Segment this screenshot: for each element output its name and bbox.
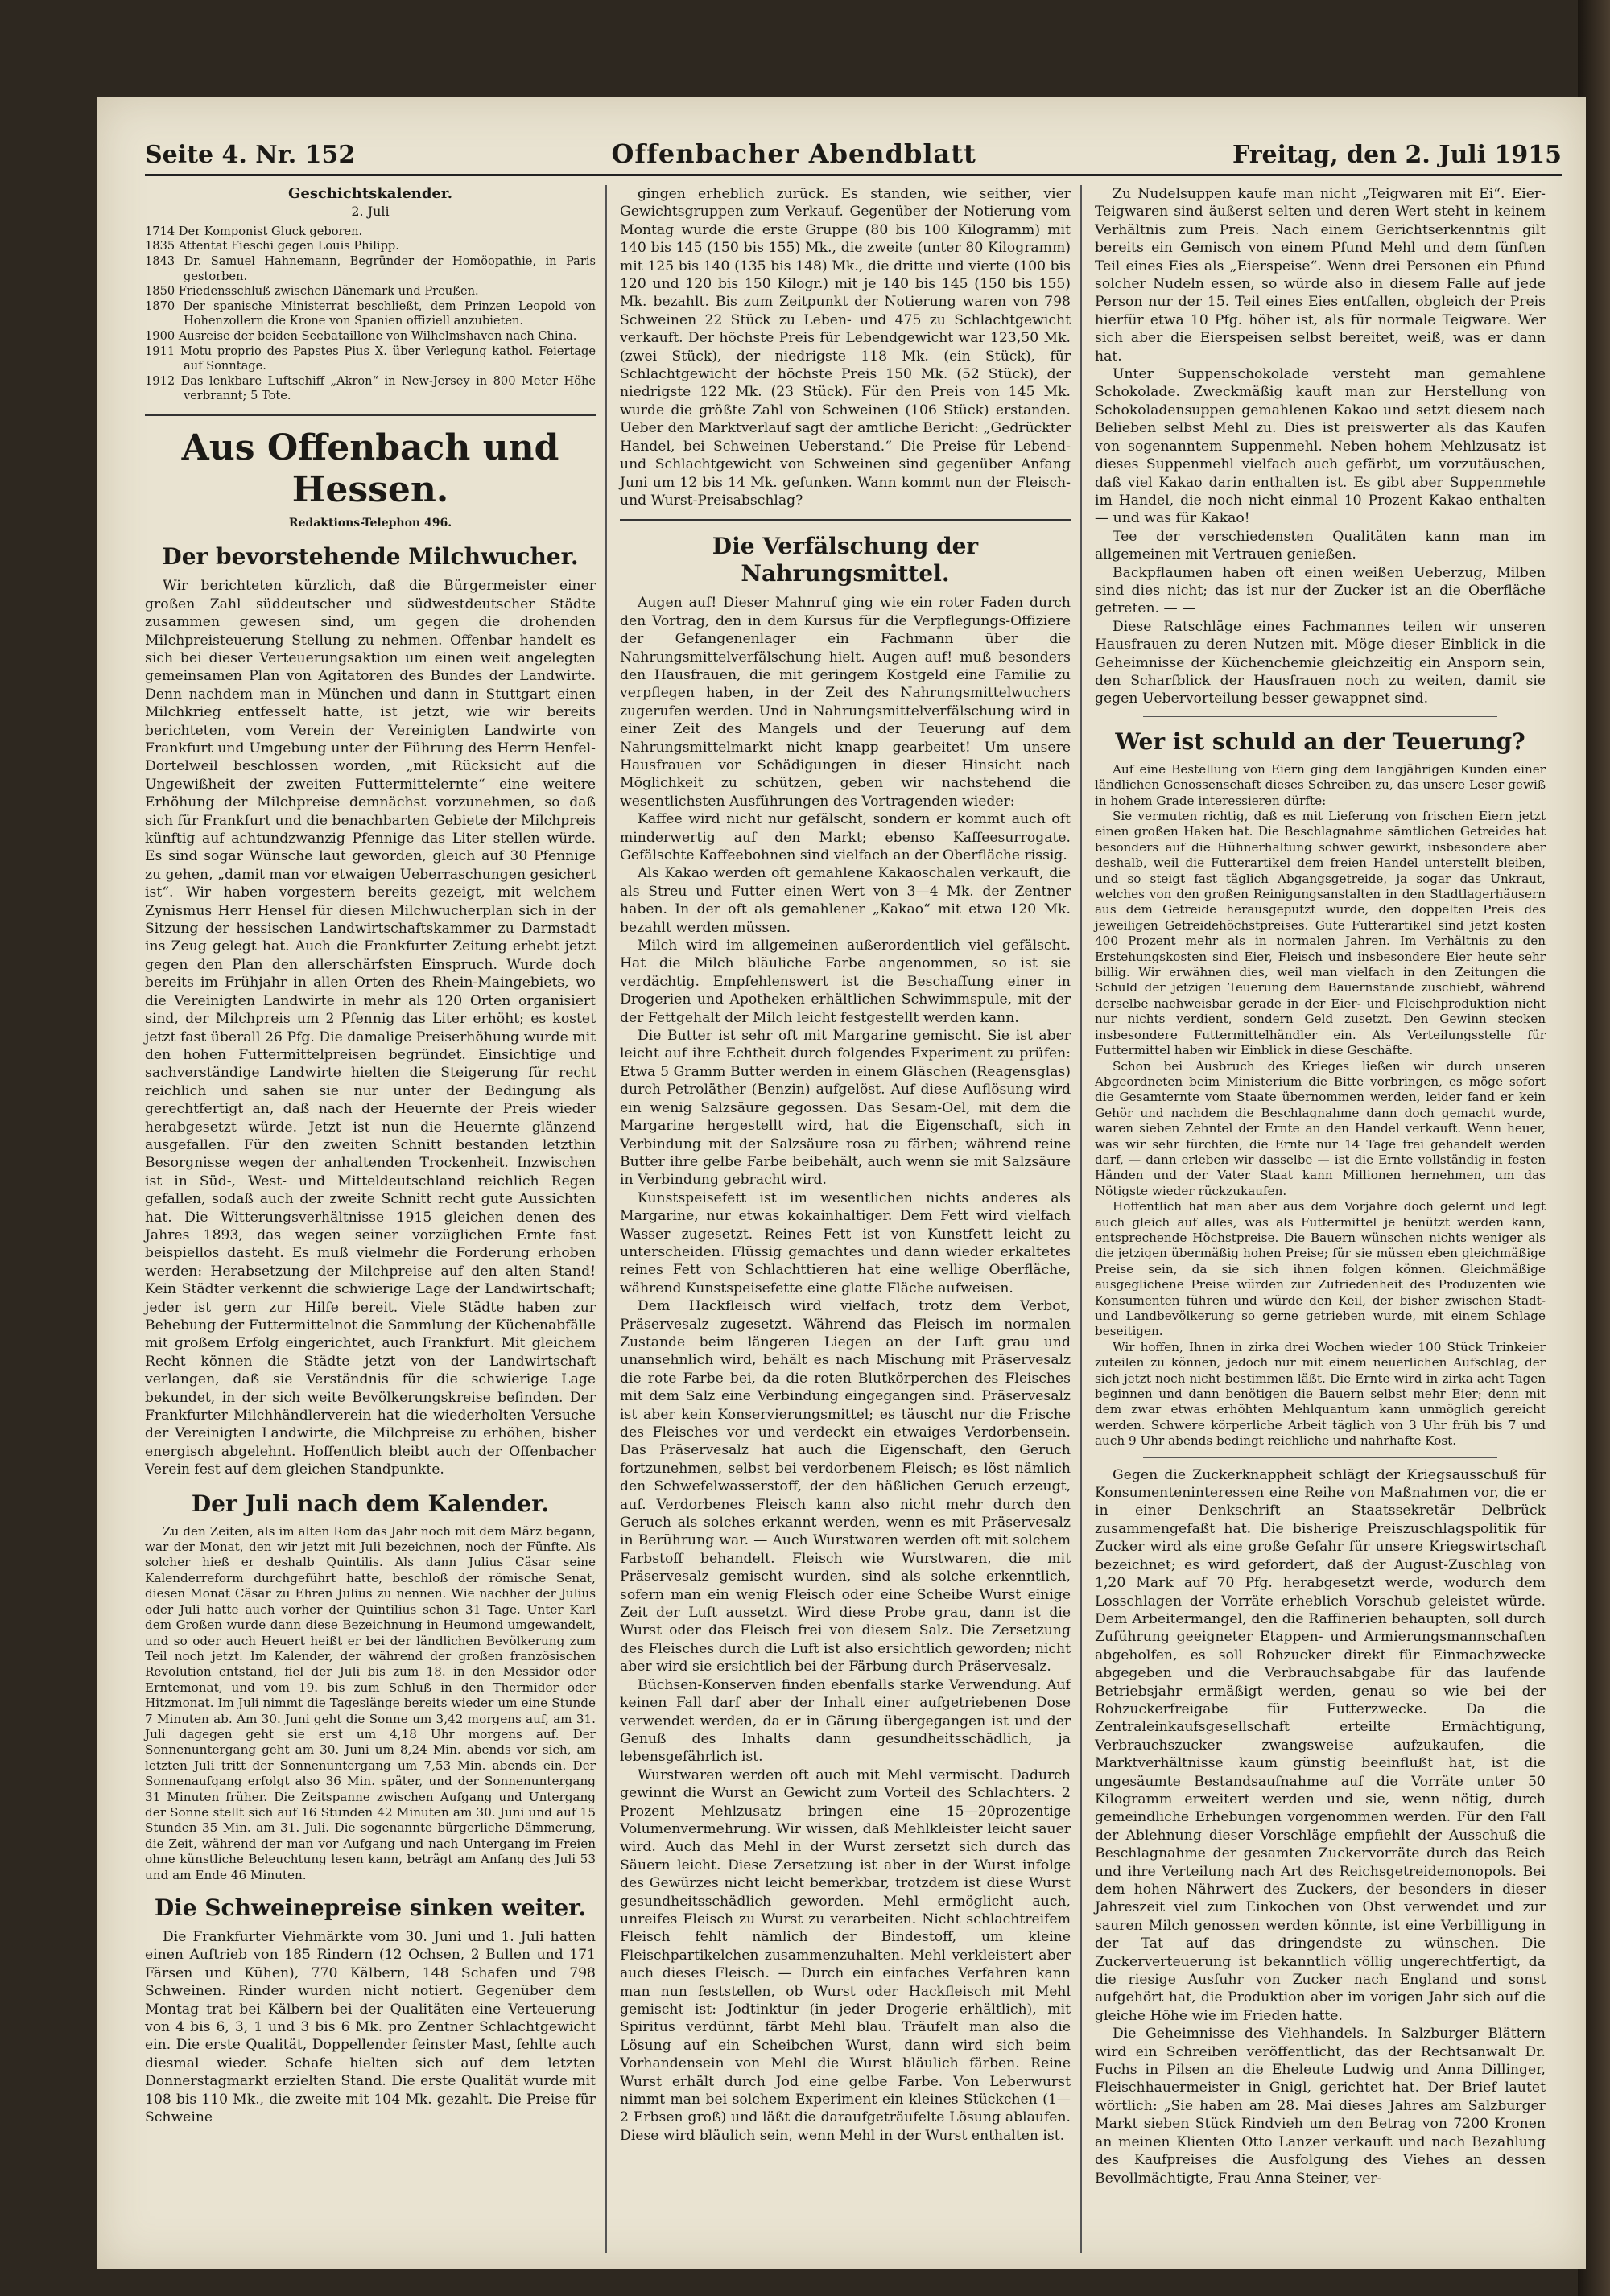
article-paragraph: Büchsen-Konserven finden ebenfalls starke Verwendung. Auf keinen Fall darf aber der Inhalt einer aufgetriebenen Dose verwendet werden, da er in Gärung übergegangen ist und der Genuß des Inhalts dann gesundheitsschädlich, ja lebensgefährlich ist.	[620, 1676, 1071, 1766]
column-rule-1	[605, 185, 607, 2253]
article-paragraph: Gegen die Zuckerknappheit schlägt der Kriegsausschuß für Konsumenteninteressen eine Reihe von Maßnahmen vor, die er in einer Denkschrift an Staatssekretär Delbrück zusammengefaßt hat. Die bisherige Preiszuschlagspolitik für Zucker wird als eine große Gefahr für unsere Kriegswirtschaft bezeichnet; es wird gefordert, daß der August-Zuschlag von 1,20 Mark auf 70 Pfg. herabgesetzt werde, wodurch dem Losschlagen der Vorräte erheblich Vorschub geleistet würde. Dem Arbeitermangel, den die Raffinerien behaupten, soll durch Zuführung geeigneter Etappen- und Armierungsmannschaften abgeholfen, es soll Rohzucker direkt für Einmachzwecke abgegeben und die Verbrauchsabgabe für das laufende Betriebsjahr ermäßigt werden, genau so wie bei der Rohzuckerfreigabe für Futterzwecke. Da die Zentraleinkaufsgesellschaft erteilte Ermächtigung, Verbrauchszucker zwangsweise aufzukaufen, die Marktverhältnisse kaum günstig beeinflußt hat, ist die ungesäumte Bestandsaufnahme auf die Vorräte unter 50 Kilogramm erweitert werden und sie, wenn nötig, durch gemeindliche Erhebungen vorgenommen werden. Für den Fall der Ablehnung dieser Vorschläge empfiehlt der Ausschuß die Beschlagnahme der gesamten Zuckervorräte durch das Reich und ihre Verteilung nach Art des Reichsgetreidemonopols. Bei dem hohen Nährwert des Zuckers, der besonders in dieser Jahreszeit viel zum Einkochen von Obst verwendet und zur sauren Milch genossen werden könnte, ist eine Verbilligung in der Tat auf das dringendste zu wünschen. Die Zuckerverteuerung ist bekanntlich völlig ungerechtfertigt, da die riesige Ausfuhr von Zucker nach England und sonst aufgehört hat, die Produktion aber im vorigen Jahr sich auf die gleiche Höhe wie im Frieden hatte.	[1095, 1466, 1546, 2024]
history-entry: 1900 Ausreise der beiden Seebataillone von Wilhelmshaven nach China.	[145, 328, 577, 343]
article-paragraph: Schon bei Ausbruch des Krieges ließen wir durch unseren Abgeordneten beim Ministerium die Bitte vorbringen, es möge sofort die Gesamternte vom Staate übernommen werden, leider fand er kein Gehör und nachdem die Beschlagnahme dann doch gemacht wurde, waren sieben Zehntel der Ernte an den Handel verkauft. Wenn heuer, was wir sehr fürchten, die Ernte nur 14 Tage frei gehandelt werden darf, — dann erleben wir dasselbe — ist die Ernte vollständig in festen Händen und der Vater Staat kann Millionen hernehmen, um das Nötigste wieder rückzukaufen.	[1095, 1058, 1546, 1198]
article-paragraph: Dem Hackfleisch wird vielfach, trotz dem Verbot, Präservesalz zugesetzt. Während das Fleisch im normalen Zustande beim längeren Liegen an der Luft grau und unansehnlich wird, behält es nach Mischung mit Präservesalz die rote Farbe bei, da die roten Blutkörperchen des Fleisches mit dem Salz eine Verbindung eingegangen sind. Präservesalz ist aber kein Konservierungsmittel; es täuscht nur die Frische des Fleisches vor und verdeckt ein etwaiges Verdorbensein. Das Präservesalz hat auch die Eigenschaft, den Geruch fortzunehmen, selbst bei verdorbenem Fleisch; es löst nämlich den Schwefelwasserstoff, der den häßlichen Geruch erzeugt, auf. Verdorbenes Fleisch kann also nicht mehr durch den Geruch als solches erkannt werden, wenn es mit Präservesalz in Berührung war. — Auch Wurstwaren werden oft mit solchem Farbstoff behandelt. Fleisch wie Wurstwaren, die mit Präservesalz gemischt wurden, sind als solche erkenntlich, sofern man ein wenig Fleisch oder eine Scheibe Wurst einige Zeit der Luft aussetzt. Wird diese Probe grau, dann ist die Wurst oder das Fleisch frei von diesem Salz. Die Zersetzung des Fleisches durch die Luft ist also ersichtlich geworden; nicht aber wird sie ersichtlich bei der Färbung durch Präservesalz.	[620, 1298, 1071, 1676]
article-paragraph: Wir berichteten kürzlich, daß die Bürgermeister einer großen Zahl süddeutscher und südwestdeutscher Städte zusammen gewesen sind, um gegen die drohenden Milchpreisteuerung Stellung zu nehmen. Offenbar handelt es sich bei dieser Verteuerungsaktion um einen weit angelegten gemeinsamen Plan von Agitatoren des Bundes der Landwirte. Denn nachdem man in München und dann in Stuttgart einen Milchkrieg entfesselt hatte, ist jetzt, wie wir bereits berichteten, vom Verein der Vereinigten Landwirte von Frankfurt und Umgebung unter der Führung des Herrn Henfel-Dortelweil beschlossen worden, „mit Rücksicht auf die Ungewißheit der zweiten Futtermittelernte“ eine weitere Erhöhung der Milchpreise demnächst vorzunehmen, so daß sich für Frankfurt und die benachbarten Gebiete der Milchpreis künftig auf achtundzwanzig Pfennige das Liter stellen würde. Es sind sogar Wünsche laut geworden, gleich auf 30 Pfennige zu gehen, „damit man vor etwaigen Ueberraschungen gesichert ist“. Wir haben vorgestern bereits gezeigt, mit welchem Zynismus Herr Hensel für diesen Milchwucherplan sich in der Sitzung der hessischen Landwirtschaftskammer zu Darmstadt ins Zeug gelegt hat. Auch die Frankfurter Zeitung erhebt jetzt gegen den Plan den allerschärfsten Einspruch. Wurde doch bereits im Frühjahr in allen Orten des Rhein-Maingebiets, wo die Vereinigten Landwirte in mehr als 120 Orten organisiert sind, der Milchpreis um 2 Pfennig das Liter erhöht; es kostet jetzt fast überall 26 Pfg. Die damalige Preiserhöhung wurde mit den hohen Futtermittelpreisen begründet. Einsichtige und sachverständige Landwirte hielten die Steigerung für recht reichlich und sahen sie nur unter der Bedingung als gerechtfertigt an, daß nach der Heuernte der Preis wieder herabgesetzt würde. Jetzt ist nun die Heuernte glänzend ausgefallen. Für den zweiten Schnitt bestanden letzthin Besorgnisse wegen der anhaltenden Trockenheit. Inzwischen ist in Süd-, West- und Mitteldeutschland reichlich Regen gefallen, sodaß auch der zweite Schnitt recht gute Aussichten hat. Die Witterungsverhältnisse 1915 gleichen denen des Jahres 1893, das wegen seiner vorzüglichen Ernte fast beispiellos dasteht. Es muß vielmehr die Forderung erhoben werden: Herabsetzung der Milchpreise auf den alten Stand! Kein Städter verkennt die schwierige Lage der Landwirtschaft; jeder ist gern zur Hilfe bereit. Viele Städte haben zur Behebung der Futtermittelnot die Sammlung der Küchenabfälle mit großem Erfolg eingerichtet, auch Frankfurt. Mit gleichem Recht können die Städte jetzt von der Landwirtschaft verlangen, daß sie Verständnis für die schwierige Lage bekundet, in der sich weite Bevölkerungskreise befinden. Der Frankfurter Milchhändlerverein hat die wiederholten Versuche der Vereinigten Landwirte, die Milchpreise zu erhöhen, bisher energisch abgelehnt. Hoffentlich bleibt auch der Offenbacher Verein fest auf dem gleichen Standpunkte.	[145, 578, 596, 1478]
history-entry: 1870 Der spanische Ministerrat beschließt, dem Prinzen Leopold von Hohenzollern die Krone von Spanien offiziell anzubieten.	[145, 299, 596, 328]
article-paragraph: Auf eine Bestellung von Eiern ging dem langjährigen Kunden einer ländlichen Genossenschaft dieses Schreiben zu, das unsere Leser gewiß in hohem Grade interessieren dürfte:	[1095, 761, 1546, 808]
newspaper-page	[97, 97, 1586, 2269]
article-paragraph: Hoffentlich hat man aber aus dem Vorjahre doch gelernt und legt auch gleich auf alles, was als Futtermittel je benützt werden kann, entsprechende Höchstpreise. Die Bauern wünschen nichts weniger als die jetzigen übermäßig hohen Preise; für sie müssen eben gleichmäßige Preise sein, da sie sich ihnen folgen können. Gleichmäßige ausgeglichene Preise würden zur Zufriedenheit des Produzenten wie Konsumenten führen und würde den Keil, der bisher zwischen Stadt- und Landbevölkerung so gerne getrieben wurde, mit einem Schlage beseitigen.	[1095, 1199, 1546, 1339]
article-divider	[1143, 716, 1497, 717]
column-rule-2	[1080, 185, 1082, 2253]
section-divider	[620, 519, 1071, 521]
article-paragraph: Als Kakao werden oft gemahlene Kakaoschalen verkauft, die als Streu und Futter einen Wert von 3—4 Mk. der Zentner haben. In der oft als gemahlener „Kakao“ mit etwa 120 Mk. bezahlt werden müssen.	[620, 865, 1071, 936]
history-calendar-date: 2. Juli	[351, 204, 390, 220]
article-paragraph: Die Butter ist sehr oft mit Margarine gemischt. Sie ist aber leicht auf ihre Echtheit durch folgendes Experiment zu prüfen: Etwa 5 Gramm Butter werden in einem Gläschen (Reagensglas) durch Petroläther (Benzin) aufgelöst. Auf diese Auflösung wird ein wenig Salzsäure gegossen. Das Sesam-Oel, mit dem die Margarine hergestellt wird, hat die Eigenschaft, sich in Verbindung mit der Salzsäure rosa zu färben; während reine Butter ihre gelbe Farbe beibehält, auch wenn sie mit Salzsäure in Verbindung gebracht wird.	[620, 1028, 1071, 1189]
issue-date: Freitag, den 2. Juli 1915	[1232, 141, 1562, 169]
history-calendar-title: Geschichtskalender.	[288, 185, 452, 202]
article-paragraph: Sie vermuten richtig, daß es mit Lieferung von frischen Eiern jetzt einen großen Haken hat. Die Beschlagnahme sämtlichen Getreides hat besonders auf die Hühnerhaltung schwer gewirkt, insbesondere aber deshalb, weil die Futterartikel dem freien Handel unterstellt bleiben, und so steigt fast täglich Abgangsgetreide, ja sogar das Unkraut, welches von den großen Reinigungsanstalten in den Stadtlagerhäusern aus dem Getreide herausgeputzt wurde, den doppelten Preis des jeweiligen Getreidehöchstpreises. Gute Futterartikel sind jetzt kosten 400 Prozent mehr als in normalen Jahren. Im Verhältnis zu den Erstehungskosten sind Eier, Fleisch und insbesondere Eier heute sehr billig. Wir erwähnen dies, weil man vielfach in den Zeitungen die Schuld der jetzigen Teuerung dem Bauernstande zuschiebt, während derselbe nachweisbar gerade in der Eier- und Fleischproduktion nicht nur nichts verdient, sondern Geld zusetzt. Den Gewinn stecken insbesondere Futtermittelhändler ein. Als Verteilungsstelle für Futtermittel haben wir Einblick in diese Geschäfte.	[1095, 809, 1546, 1058]
article-paragraph: Die Frankfurter Viehmärkte vom 30. Juni und 1. Juli hatten einen Auftrieb von 185 Rindern (12 Ochsen, 2 Bullen und 171 Färsen und Kühen), 770 Kälbern, 148 Schafen und 798 Schweinen. Rinder wurden nicht notiert. Gegenüber dem Montag trat bei Kälbern bei der Qualitäten eine Verteuerung von 4 bis 6, 3, 1 und 3 bis 6 Mk. pro Zentner Schlachtgewicht ein. Die erste Qualität, Doppellender feinster Mast, fehlte auch diesmal wieder. Schafe hielten sich auf dem letzten Donnerstagmarkt erzielten Stand. Die erste Qualität wurde mit 108 bis 110 Mk., die zweite mit 104 Mk. gezahlt. Die Preise für Schweine	[145, 1929, 596, 2126]
newspaper-title: Offenbacher Abendblatt	[611, 138, 976, 169]
article-title-milchwucher: Der bevorstehende Milchwucher.	[162, 543, 579, 571]
article-paragraph: Kaffee wird nicht nur gefälscht, sondern er kommt auch oft minderwertig auf den Markt; ebenso Kaffeesurrogate. Gefälschte Kaffeebohnen sind vielfach an der Oberfläche rissig.	[620, 811, 1071, 864]
column-1	[145, 185, 596, 2126]
section-subtitle: Redaktions-Telephon 496.	[288, 516, 452, 530]
article-paragraph: Diese Ratschläge eines Fachmannes teilen wir unseren Hausfrauen zu deren Nutzen mit. Möge dieser Einblick in die Geheimnisse der Küchenchemie gleichzeitig ein Ansporn sein, den Scharfblick der Hausfrauen noch zu weiten, damit sie gegen Uebervorteilung besser gewappnet sind.	[1095, 618, 1546, 707]
article-title-verfaelschung: Die Verfälschung der Nahrungsmittel.	[712, 533, 979, 587]
article-paragraph: Tee der verschiedensten Qualitäten kann man im allgemeinen mit Vertrauen genießen.	[1095, 528, 1546, 563]
column-3	[1095, 185, 1546, 2187]
column-2	[620, 185, 1071, 2145]
article-paragraph: Milch wird im allgemeinen außerordentlich viel gefälscht. Hat die Milch bläuliche Farbe angenommen, so ist sie verdächtig. Empfehlenswert ist die Beschaffung einer in Drogerien und Apotheken erhältlichen Schwimmspule, mit der der Fettgehalt der Milch leicht festgestellt werden kann.	[620, 938, 1071, 1026]
article-paragraph: Die Geheimnisse des Viehhandels. In Salzburger Blättern wird ein Schreiben veröffentlicht, das der Rechtsanwalt Dr. Fuchs in Pilsen an die Eheleute Ludwig und Anna Dillinger, Fleischhauermeister in Gnigl, gerichtet hat. Der Brief lautet wörtlich: „Sie haben am 28. Mai dieses Jahres am Salzburger Markt sieben Stück Rindvieh um den Betrag von 7200 Kronen an meinen Klienten Otto Lanzer verkauft und nach Bezahlung des Kaufpreises die Ausfolgung des Viehes an dessen Bevollmächtigte, Frau Anna Steiner, ver-	[1095, 2026, 1546, 2187]
page-number: Seite 4. Nr. 152	[145, 141, 356, 169]
article-paragraph: Backpflaumen haben oft einen weißen Ueberzug, Milben sind dies nicht; das ist nur der Zucker ist an die Oberfläche getreten. — —	[1095, 564, 1546, 617]
article-title-schweinepreise: Die Schweinepreise sinken weiter.	[154, 1894, 587, 1921]
history-entry: 1912 Das lenkbare Luftschiff „Akron“ in New-Jersey in 800 Meter Höhe verbrannt; 5 Tote.	[145, 373, 596, 403]
history-entry: 1835 Attentat Fieschi gegen Louis Philipp.	[145, 239, 399, 254]
article-paragraph: gingen erheblich zurück. Es standen, wie seither, vier Gewichtsgruppen zum Verkauf. Gegenüber der Notierung vom Montag wurde die erste Gruppe (80 bis 100 Kilogramm) mit 140 bis 145 (150 bis 155) Mk., die zweite (unter 80 Kilogramm) mit 125 bis 140 (135 bis 148) Mk., die dritte und vierte (100 bis 120 und 120 bis 150 Kilogr.) mit je 140 bis 145 (150 bis 155) Mk. bezahlt. Bis zum Zeitpunkt der Notierung waren von 798 Schweinen 22 Stück zu Leben- und 475 zu Schlachtgewicht verkauft. Der höchste Preis für Lebendgewicht war 123,50 Mk. (zwei Stück), der niedrigste 118 Mk. (ein Stück), für Schlachtgewicht der höchste Preis 150 Mk. (52 Stück), der niedrigste 122 Mk. (23 Stück). Für den Preis von 145 Mk. wurde die größte Zahl von Schweinen (106 Stück) erstanden. Ueber den Marktverlauf sagt der amtliche Bericht: „Gedrückter Handel, bei Schweinen Ueberstand.“ Die Preise für Lebend- und Schlachtgewicht von Schweinen sind gegenüber Anfang Juni um 12 bis 14 Mk. gefunken. Wann kommt nun der Fleisch- und Wurst-Preisabschlag?	[620, 186, 1071, 509]
section-divider	[145, 414, 596, 416]
article-paragraph: Zu den Zeiten, als im alten Rom das Jahr noch mit dem März begann, war der Monat, den wir jetzt mit Juli bezeichnen, noch der Fünfte. Als solcher hieß er deshalb Quintilis. Als dann Julius Cäsar seine Kalenderreform durchgeführt hatte, beschloß der römische Senat, diesen Monat Cäsar zu Ehren Julius zu nennen. Wie nachher der Julius oder Juli hatte auch vorher der Quintilius schon 31 Tage. Unter Karl dem Großen wurde dann diese Bezeichnung in Heumond umgewandelt, und so oder auch Heuert heißt er bei der ländlichen Bevölkerung zum Teil noch jetzt. Im Kalender, der während der großen französischen Revolution entstand, fiel der Juli bis zum 18. in den Messidor oder Erntemonat, und vom 19. bis zum Schluß in den Thermidor oder Hitzmonat. Im Juli nimmt die Tageslänge bereits wieder um eine Stunde 7 Minuten ab. Am 30. Juni geht die Sonne um 3,42 morgens auf, am 31. Juli dagegen geht sie erst um 4,18 Uhr morgens auf. Der Sonnenuntergang geht am 30. Juni um 8,24 Min. abends vor sich, am letzten Juli tritt der Sonnenuntergang um 7,53 Min. abends ein. Der Sonnenaufgang erfolgt also 36 Min. später, und der Sonnenuntergang 31 Minuten früher. Die Zeitspanne zwischen Aufgang und Untergang der Sonne stellt sich auf 16 Stunden 42 Minuten am 30. Juni und auf 15 Stunden 35 Min. am 31. Juli. Die sogenannte bürgerliche Dämmerung, die Zeit, während der man vor Aufgang und nach Untergang im Freien ohne künstliche Beleuchtung lesen kann, beträgt am Anfang des Juli 53 und am Ende 46 Minuten.	[145, 1523, 596, 1882]
history-entry: 1911 Motu proprio des Papstes Pius X. über Verlegung kathol. Feiertage auf Sonntage.	[145, 344, 596, 373]
article-title-teuerung: Wer ist schuld an der Teuerung?	[1115, 728, 1525, 755]
article-title-juli: Der Juli nach dem Kalender.	[191, 1490, 550, 1517]
article-paragraph: Wir hoffen, Ihnen in zirka drei Wochen wieder 100 Stück Trinkeier zuteilen zu können, jedoch nur mit einem neuerlichen Aufschlag, der sich jetzt noch nicht bestimmen läßt. Die Ernte wird in zirka acht Tagen beginnen und dann benötigen die Bauern selbst mehr Eier; denn mit dem zwar etwas erhöhten Mehlquantum kann unmöglich gereicht werden. Schwere körperliche Arbeit täglich von 3 Uhr früh bis 7 und auch 9 Uhr abends bedingt reichliche und nahrhafte Kost.	[1095, 1339, 1546, 1449]
masthead	[145, 121, 1562, 176]
article-paragraph: Zu Nudelsuppen kaufe man nicht „Teigwaren mit Ei“. Eier-Teigwaren sind äußerst selten und deren Wert steht in keinem Verhältnis zum Preis. Nach einem Gerichtserkenntnis gilt bereits ein Gemisch von einem Pfund Mehl und dem fünften Teil eines Eies als „Eierspeise“. Wenn drei Personen ein Pfund solcher Nudeln essen, so würde also in diesem Falle auf jede Person nur der 15. Teil eines Eies entfallen, obgleich der Preis hierfür etwa 10 Pfg. höher ist, als für normale Teigware. Wer sich aber die Eierspeisen selbst bereitet, weiß, was er dann hat.	[1095, 186, 1546, 365]
article-divider	[1143, 1457, 1497, 1458]
section-title: Aus Offenbach und Hessen.	[181, 427, 559, 510]
article-paragraph: Wurstwaren werden oft auch mit Mehl vermischt. Dadurch gewinnt die Wurst an Gewicht zum Vorteil des Schlachters. 2 Prozent Mehlzusatz bringen eine 15—20prozentige Volumenvermehrung. Wir wissen, daß Mehlkleister leicht sauer wird. Auch das Mehl in der Wurst zersetzt sich durch das Säuern leicht. Diese Zersetzung ist aber in der Wurst infolge des Gewürzes nicht leicht bemerkbar, trotzdem ist diese Wurst gesundheitsschädlich geworden. Mehl ermöglicht auch, unreifes Fleisch zu Wurst zu verarbeiten. Nicht schlachtreifem Fleisch fehlt nämlich der Bindestoff, um kleine Fleischpartikelchen zusammenzuhalten. Mehl verkleistert aber auch dieses Fleisch. — Durch ein einfaches Verfahren kann man nun feststellen, ob Wurst oder Hackfleisch mit Mehl gemischt ist: Jodtinktur (in jeder Drogerie erhältlich), mit Spiritus verdünnt, färbt Mehl blau. Träufelt man also die Lösung auf ein Scheibchen Wurst, dann wird sich beim Vorhandensein von Mehl die Wurst bläulich färben. Reine Wurst erhält durch Jod eine gelbe Farbe. Von Leberwurst nimmt man bei solchem Experiment ein kleines Stückchen (1—2 Erbsen groß) und läßt die daraufgeträufelte Lösung ablaufen. Diese wird bläulich sein, wenn Mehl in der Wurst enthalten ist.	[620, 1766, 1071, 2144]
history-entry: 1714 Der Komponist Gluck geboren.	[145, 224, 363, 238]
history-calendar-list	[145, 225, 596, 404]
article-paragraph: Augen auf! Dieser Mahnruf ging wie ein roter Faden durch den Vortrag, den in dem Kursus für die Verpflegungs-Offiziere der Gefangenenlager ein Fachmann über die Nahrungsmittelverfälschung hielt. Augen auf! muß besonders den Hausfrauen, die mit geringem Kostgeld eine Familie zu verpflegen haben, in der Zeit des Nahrungsmittelwuchers zugerufen werden. Und in Nahrungsmittelverfälschung wird in einer Zeit des Mangels und der Teuerung auf dem Nahrungsmittelmarkt nicht knapp gearbeitet! Um unsere Hausfrauen vor Schädigungen in dieser Hinsicht nach Möglichkeit zu schützen, geben wir nachstehend die wesentlichsten Ausführungen des Vortragenden wieder:	[620, 595, 1071, 810]
article-paragraph: Unter Suppenschokolade versteht man gemahlene Schokolade. Zweckmäßig kauft man zur Herstellung von Schokoladensuppen gemahlenen Kakao und setzt diesem nach Belieben selbst Mehl zu. Dies ist preiswerter als das Kaufen von sogenanntem Suppenmehl. Neben hohem Mehlzusatz ist dieses Suppenmehl vielfach auch gefärbt, um vorzutäuschen, daß viel Kakao darin enthalten ist. Es gibt aber Suppenmehle im Handel, die noch nicht einmal 10 Prozent Kakao enthalten — und was für Kakao!	[1095, 366, 1546, 527]
history-entry: 1850 Friedensschluß zwischen Dänemark und Preußen.	[145, 284, 479, 299]
article-paragraph: Kunstspeisefett ist im wesentlichen nichts anderes als Margarine, nur etwas kokainhaltiger. Dem Fett wird vielfach Wasser zugesetzt. Reines Fett ist von Kunstfett leicht zu unterscheiden. Flüssig gemachtes und dann wieder erkaltetes reines Fett von Schlachttieren hat eine wellige Oberfläche, während Kunstspeisefette eine glatte Fläche aufweisen.	[620, 1189, 1071, 1296]
history-entry: 1843 Dr. Samuel Hahnemann, Begründer der Homöopathie, in Paris gestorben.	[145, 254, 596, 283]
